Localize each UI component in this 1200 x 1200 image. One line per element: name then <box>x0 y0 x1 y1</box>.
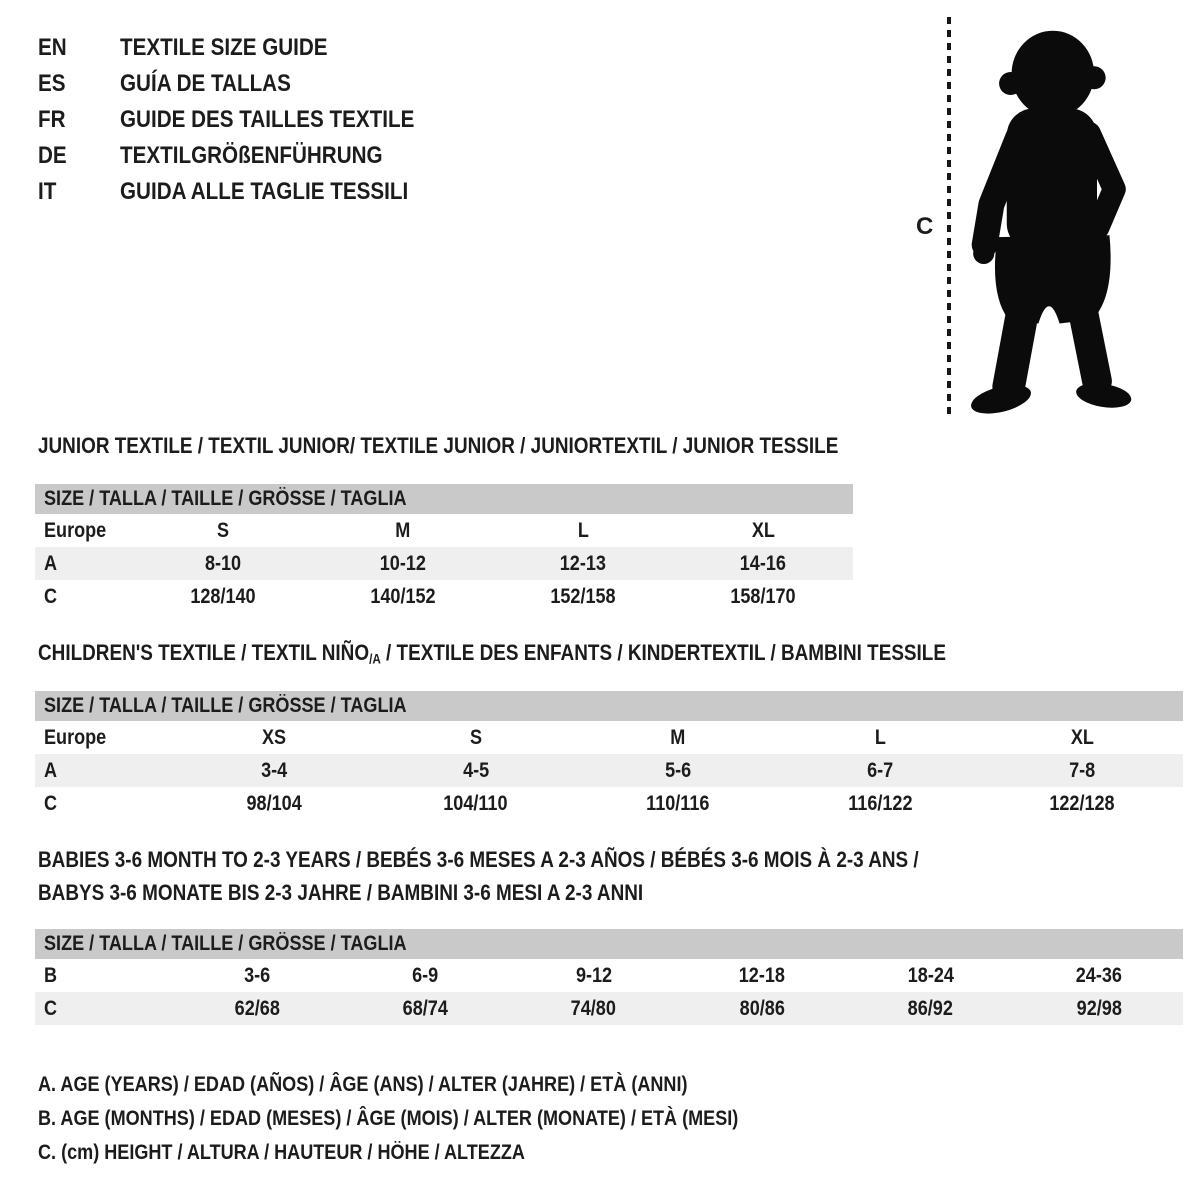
row-label: C <box>44 996 58 1020</box>
measurement-legend <box>38 1068 852 1170</box>
size-cell: 3-4 <box>260 758 287 782</box>
row-label: C <box>44 791 58 815</box>
size-cell: 12-13 <box>559 551 607 575</box>
lang-row-en <box>38 30 462 66</box>
row-label: C <box>44 584 58 608</box>
size-header-bar: SIZE / TALLA / TAILLE / GRÖSSE / TAGLIA <box>35 691 1183 721</box>
size-cell: 152/158 <box>550 584 616 608</box>
lang-title-de: TEXTILGRÖßENFÜHRUNG <box>120 142 383 169</box>
size-cell: XS <box>261 725 286 749</box>
size-cell: L <box>874 725 886 749</box>
size-cell: 4-5 <box>462 758 489 782</box>
size-cell: M <box>395 518 411 542</box>
children-size-table <box>35 691 1183 820</box>
size-cell: 140/152 <box>370 584 436 608</box>
children-section-heading: CHILDREN'S TEXTILE / TEXTIL $NIÑO_{/A}$ / TEXTILE DES ENFANTS / KINDERTEXTIL / BAMBINI TESSILE <box>38 640 946 667</box>
table-row-c <box>35 580 853 613</box>
row-label: Europe <box>44 725 107 749</box>
size-cell: 74/80 <box>571 996 617 1020</box>
lang-code-it: IT <box>38 178 57 205</box>
size-cell: 116/122 <box>847 791 913 815</box>
size-cell: 62/68 <box>234 996 280 1020</box>
size-cell: 104/110 <box>443 791 508 815</box>
size-cell: M <box>670 725 686 749</box>
size-cell: 9-12 <box>575 963 612 987</box>
size-cell: 12-18 <box>738 963 786 987</box>
lang-row-es <box>38 66 462 102</box>
lang-row-it <box>38 174 462 210</box>
table-row-europe <box>35 514 853 547</box>
size-cell: 5-6 <box>664 758 691 782</box>
legend-age-years: A. AGE (YEARS) / EDAD (AÑOS) / ÂGE (ANS) / ALTER (JAHRE) / ETÀ (ANNI) <box>38 1073 688 1096</box>
nino-a-subscript: /A <box>369 651 381 667</box>
size-cell: 92/98 <box>1076 996 1122 1020</box>
dashed-line-icon <box>946 17 952 417</box>
babies-heading-line1: BABIES 3-6 MONTH TO 2-3 YEARS / BEBÉS 3-6 MESES A 2-3 AÑOS / BÉBÉS 3-6 MOIS À 2-3 ANS / <box>38 847 919 872</box>
lang-title-it: GUIDA ALLE TAGLIE TESSILI <box>120 178 409 205</box>
size-cell: L <box>577 518 589 542</box>
size-cell: 110/116 <box>646 791 710 815</box>
size-cell: 80/86 <box>739 996 785 1020</box>
lang-code-en: EN <box>38 34 67 61</box>
height-measure-line <box>946 17 952 422</box>
measure-label-c: C <box>916 213 934 240</box>
size-cell: 18-24 <box>907 963 954 987</box>
size-cell: S <box>469 725 482 749</box>
size-cell: 10-12 <box>380 551 427 575</box>
legend-height-cm: C. (cm) HEIGHT / ALTURA / HAUTEUR / HÖHE / ALTEZZA <box>38 1141 525 1164</box>
size-cell: 68/74 <box>402 996 448 1020</box>
size-header-bar: SIZE / TALLA / TAILLE / GRÖSSE / TAGLIA <box>35 484 853 514</box>
size-cell: XL <box>751 518 775 542</box>
lang-code-fr: FR <box>38 106 66 133</box>
table-row-c <box>35 992 1183 1025</box>
lang-title-fr: GUIDE DES TAILLES TEXTILE <box>120 106 415 133</box>
size-cell: 86/92 <box>907 996 954 1020</box>
lang-code-de: DE <box>38 142 67 169</box>
junior-size-table <box>35 484 853 613</box>
size-cell: 7-8 <box>1068 758 1096 782</box>
lang-code-es: ES <box>38 70 66 97</box>
babies-size-table <box>35 929 1183 1025</box>
size-cell: 6-9 <box>412 963 439 987</box>
lang-title-es: GUÍA DE TALLAS <box>120 70 291 97</box>
row-label: A <box>44 758 58 782</box>
lang-title-en: TEXTILE SIZE GUIDE <box>120 34 328 61</box>
size-cell: 24-36 <box>1075 963 1122 987</box>
row-label: Europe <box>44 518 107 542</box>
size-cell: 14-16 <box>739 551 787 575</box>
size-cell: 98/104 <box>246 791 302 815</box>
babies-heading-line2: BABYS 3-6 MONATE BIS 2-3 JAHRE / BAMBINI 3-6 MESI A 2-3 ANNI <box>38 880 644 905</box>
legend-age-months: B. AGE (MONTHS) / EDAD (MESES) / ÂGE (MOIS) / ALTER (MONATE) / ETÀ (MESI) <box>38 1107 739 1130</box>
lang-row-de <box>38 138 462 174</box>
language-title-list <box>38 30 462 210</box>
table-row-europe <box>35 721 1183 754</box>
size-cell: 6-7 <box>866 758 893 782</box>
size-cell: 122/128 <box>1049 791 1115 815</box>
size-cell: XL <box>1070 725 1094 749</box>
size-cell: 128/140 <box>190 584 256 608</box>
babies-section-heading <box>38 843 1062 909</box>
size-header-bar: SIZE / TALLA / TAILLE / GRÖSSE / TAGLIA <box>35 929 1183 959</box>
row-label: A <box>44 551 58 575</box>
size-cell: S <box>217 518 230 542</box>
size-cell: 8-10 <box>205 551 242 575</box>
lang-row-fr <box>38 102 462 138</box>
junior-section-heading: JUNIOR TEXTILE / TEXTIL JUNIOR/ TEXTILE JUNIOR / JUNIORTEXTIL / JUNIOR TESSILE <box>38 433 839 458</box>
table-row-b <box>35 959 1183 992</box>
table-row-a <box>35 754 1183 787</box>
toddler-silhouette-icon <box>953 13 1145 419</box>
size-cell: 3-6 <box>243 963 270 987</box>
table-row-c <box>35 787 1183 820</box>
table-row-a <box>35 547 853 580</box>
row-label: B <box>44 963 58 987</box>
size-cell: 158/170 <box>730 584 796 608</box>
